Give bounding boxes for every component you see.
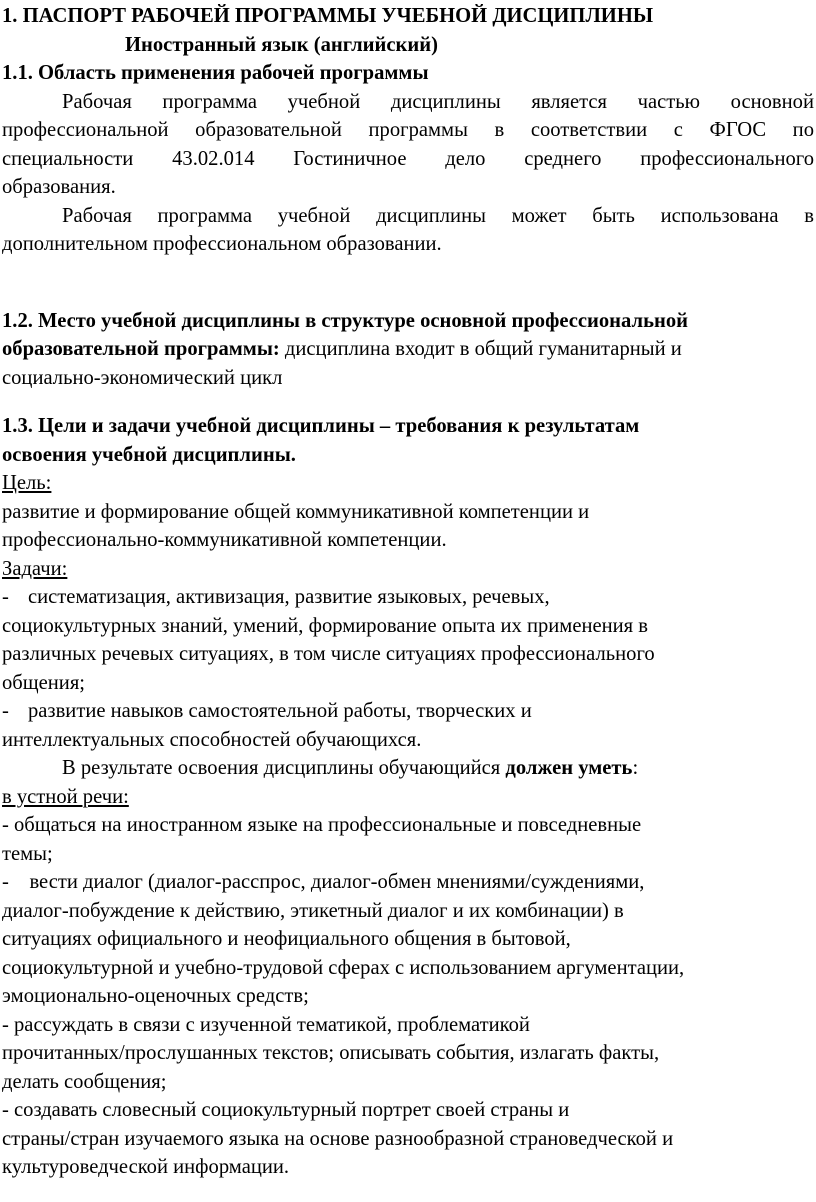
text-line: социокультурных знаний, умений, формирование опыта их применения в	[2, 614, 649, 637]
text-line: интеллектуальных способностей обучающихся.	[2, 728, 422, 751]
section-1-2-heading-cont: образовательной программы:	[2, 338, 280, 360]
text-span: систематизация, активизация, развитие языковых, речевых,	[28, 586, 550, 608]
text-line: ситуациях официального и неофициального общения в бытовой,	[2, 928, 571, 950]
text-line: профессиональной образовательной программы в соответствии с ФГОС по	[2, 119, 814, 141]
text-line: страны/стран изучаемого языка на основе разнообразной страноведческой и	[2, 1127, 674, 1150]
text-line: диалог-побуждение к действию, этикетный диалог и их комбинации) в	[2, 899, 624, 922]
text-line	[2, 754, 814, 783]
list-item	[2, 583, 814, 612]
tasks-label: Задачи:	[2, 557, 68, 580]
text-line: социально-экономический цикл	[2, 366, 283, 389]
goal-label: Цель:	[2, 472, 52, 494]
text-line: - создавать словесный социокультурный портрет своей страны и	[2, 1099, 570, 1121]
text-line: Рабочая программа учебной дисциплины может быть использована в	[62, 204, 814, 227]
text-span: :	[632, 757, 639, 779]
section-1-2-heading: 1.2. Место учебной дисциплины в структуре основной профессиональной	[2, 309, 688, 332]
section-1-3-heading-cont: освоения учебной дисциплины.	[2, 443, 296, 466]
text-line: культуроведческой информации.	[2, 1156, 290, 1178]
text-line: темы;	[2, 842, 53, 865]
document-subtitle: Иностранный язык (английский)	[125, 33, 438, 56]
list-item	[2, 697, 814, 726]
emphasis-text: должен уметь	[505, 757, 633, 779]
list-dash: -	[2, 700, 9, 722]
text-span: развитие навыков самостоятельной работы, творческих и	[28, 700, 532, 722]
text-line: делать сообщения;	[2, 1070, 167, 1093]
text-line: - вести диалог (диалог-расспрос, диалог-обмен мнениями/суждениями,	[2, 871, 645, 893]
text-line: дополнительном профессиональном образовании.	[2, 233, 442, 255]
text-line	[2, 335, 814, 364]
text-line: Рабочая программа учебной дисциплины является частью основной	[62, 90, 814, 113]
text-line: различных речевых ситуациях, в том числе ситуациях профессионального	[2, 643, 655, 665]
section-1-1-heading: 1.1. Область применения рабочей программы	[2, 62, 429, 84]
text-span: В результате освоения дисциплины обучающийся	[62, 757, 506, 779]
oral-speech-label: в устной речи:	[2, 785, 129, 808]
section-1-3-heading: 1.3. Цели и задачи учебной дисциплины – требования к результатам	[2, 415, 640, 437]
text-line: - общаться на иностранном языке на профессиональные и повседневные	[2, 814, 642, 836]
text-line: профессионально-коммуникативной компетенции.	[2, 529, 447, 551]
text-line: социокультурной и учебно-трудовой сферах с использованием аргументации,	[2, 956, 685, 979]
text-line: эмоционально-оценочных средств;	[2, 985, 309, 1007]
text-line: прочитанных/прослушанных текстов; описывать события, излагать факты,	[2, 1042, 660, 1064]
text-line: образования.	[2, 176, 116, 198]
text-line: общения;	[2, 671, 86, 694]
text-line: специальности 43.02.014 Гостиничное дело среднего профессионального	[2, 147, 814, 170]
document-title: 1. ПАСПОРТ РАБОЧЕЙ ПРОГРАММЫ УЧЕБНОЙ ДИСЦИПЛИНЫ	[2, 5, 654, 27]
text-line: - рассуждать в связи с изученной тематикой, проблематикой	[2, 1013, 530, 1036]
list-dash: -	[2, 586, 9, 608]
text-line: развитие и формирование общей коммуникативной компетенции и	[2, 500, 590, 523]
text-span: дисциплина входит в общий гуманитарный и	[279, 338, 682, 360]
